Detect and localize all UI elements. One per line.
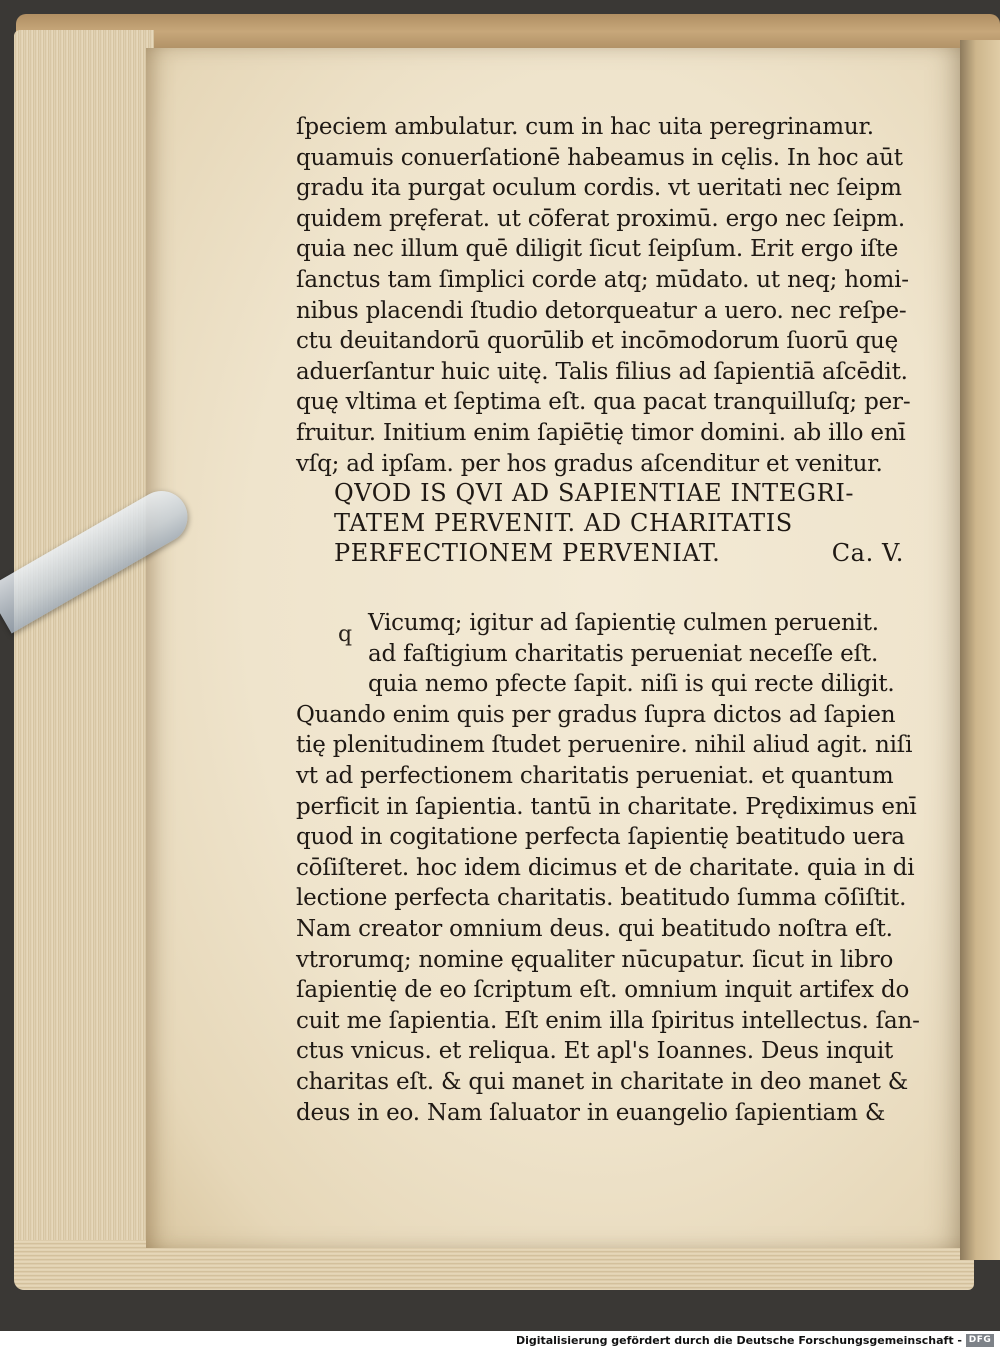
funding-credit: Digitalisierung gefördert durch die Deutsche Forschungsgemeinschaft - [515, 1334, 962, 1347]
text-line: Vicumq; igitur ad ſapientię culmen peruenit. [368, 610, 879, 636]
heading-line: QVOD IS QVI AD SAPIENTIAE INTEGRI- [334, 479, 855, 507]
text-line: quidem pręferat. ut cōferat proximū. ergo nec ſeipm. [296, 205, 906, 232]
text-line: vtrorumq; nomine ęqualiter nūcupatur. ſicut in libro [296, 946, 894, 973]
text-line: nibus placendi ſtudio detorqueatur a uero. nec reſpe- [296, 297, 907, 324]
chapter-number: Ca. V. [831, 539, 904, 567]
body-text [296, 112, 911, 479]
heading-line: TATEM PERVENIT. AD CHARITATIS [334, 509, 793, 537]
text-line: perficit in ſapientia. tantū in charitate. Prędiximus enī [296, 793, 917, 820]
text-line: ſanctus tam ſimplici corde atq; mūdato. ut neq; homi- [296, 266, 909, 293]
text-line: gradu ita purgat oculum cordis. vt ueritati nec ſeipm [296, 175, 902, 202]
text-line: ctu deuitandorū quorūlib et incōmodorum ſuorū quę [296, 328, 899, 355]
text-line: aduerſantur huic uitę. Talis filius ad ſapientiā aſcēdit. [296, 358, 908, 385]
text-line: cōſiſteret. hoc idem dicimus et de charitate. quia in di [296, 854, 915, 881]
text-line: quia nec illum quē diligit ſicut ſeipſum. Erit ergo iſte [296, 236, 899, 263]
text-line: ctus vnicus. et reliqua. Et apl's Ioannes. Deus inquit [296, 1038, 894, 1065]
text-line: ſapientię de eo ſcriptum eſt. omnium inquit artifex do [296, 977, 910, 1004]
text-line: lectione perfecta charitatis. beatitudo ſumma cōſiſtit. [296, 885, 907, 912]
chapter-heading [334, 478, 904, 568]
text-line: tię plenitudinem ſtudet peruenire. nihil aliud agit. niſi [296, 732, 913, 759]
heading-line-last [334, 538, 904, 568]
text-line: Quando enim quis per gradus ſupra dictos ad ſapien [296, 701, 896, 728]
text-line: quia nemo pfecte ſapit. niſi is qui recte diligit. [368, 671, 895, 698]
dfg-logo: DFG [966, 1334, 994, 1347]
text-line: ad faſtigium charitatis perueniat neceſſe eſt. [368, 640, 879, 667]
text-line: Nam creator omnium deus. qui beatitudo noſtra eſt. [296, 915, 893, 942]
text-line: vſq; ad ipſam. per hos gradus aſcenditur et venitur. [296, 450, 883, 477]
text-line: ſpeciem ambulatur. cum in hac uita peregrinamur. [296, 114, 874, 140]
text-line: quę vltima et ſeptima eſt. qua pacat tranquilluſq; per- [296, 389, 911, 416]
text-line: quamuis conuerſationē habeamus in cęlis. In hoc aūt [296, 144, 903, 171]
text-line: deus in eo. Nam ſaluator in euangelio ſapientiam & [296, 1099, 886, 1126]
text-line: quod in cogitatione perfecta ſapientię beatitudo uera [296, 824, 905, 851]
text-line: vt ad perfectionem charitatis perueniat. et quantum [296, 762, 894, 789]
text-line: cuit me ſapientia. Eſt enim illa ſpiritus intellectus. ſan- [296, 1007, 920, 1034]
text-line: charitas eſt. & qui manet in charitate in deo manet & [296, 1068, 909, 1095]
guide-letter: q [338, 622, 353, 647]
book-gutter [960, 40, 1000, 1260]
chapter-text [296, 608, 920, 1128]
page-edges-left [14, 30, 154, 1285]
heading-line: PERFECTIONEM PERVENIAT. [334, 539, 721, 567]
text-line: fruitur. Initium enim ſapiētię timor domini. ab illo enī [296, 419, 906, 446]
